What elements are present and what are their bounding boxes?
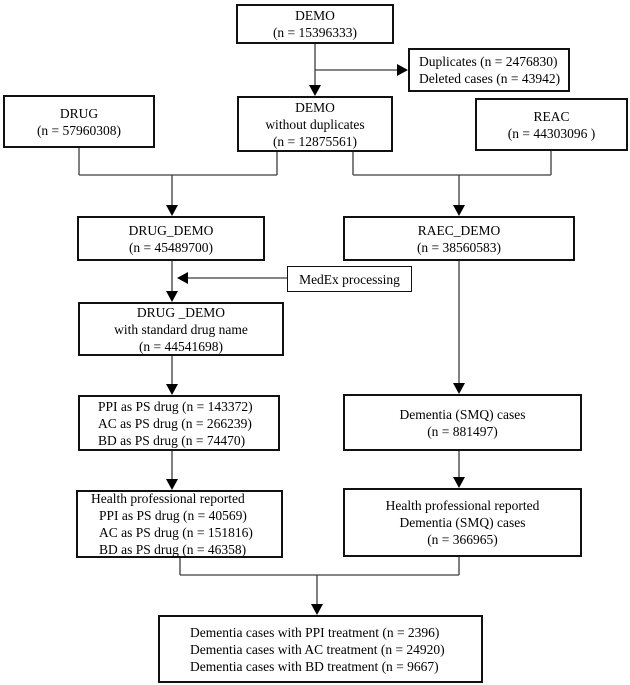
box-drugdemo-line-1: DRUG_DEMO: [128, 222, 214, 238]
box-medex-line-1: MedEx processing: [299, 271, 400, 287]
box-hp-psdrugs-line-3: AC as PS drug (n = 151816): [99, 525, 253, 540]
arrowhead-down-drug-demo: [166, 205, 178, 216]
arrowhead-down-psdrugs: [166, 384, 178, 395]
arrowhead-right-duplicates: [397, 64, 408, 76]
arrowhead-down-raec-demo: [453, 205, 465, 216]
box-reac-line-1: REAC: [533, 108, 570, 124]
box-hp-dementia-smq: [343, 488, 582, 557]
box-dedup-line-1: DEMO: [295, 99, 335, 115]
box-drugdemo-line-2: (n = 45489700): [128, 239, 214, 255]
box-final-treatment-cases: [158, 615, 483, 683]
box-standard-line-3: (n = 44541698): [138, 338, 224, 354]
box-dedup-line-2: without duplicates: [265, 116, 365, 132]
arrowhead-down-dementia: [453, 383, 465, 394]
box-reac: [475, 98, 628, 151]
box-raec-demo: [343, 216, 575, 261]
box-hp-dementia-line-3: (n = 366965): [427, 532, 498, 547]
box-dementia-smq: [343, 394, 582, 451]
box-reac-line-2: (n = 44303096 ): [507, 125, 596, 141]
box-hp-psdrugs-line-2: PPI as PS drug (n = 40569): [99, 508, 247, 523]
box-demo-without-duplicates: [237, 96, 393, 152]
arrowhead-down-standard: [166, 291, 178, 302]
box-final-line-3: Dementia cases with BD treatment (n = 9667): [190, 658, 439, 674]
box-drug-demo: [77, 216, 265, 261]
box-hp-ps-drugs: [76, 490, 283, 558]
box-hp-dementia-line-2: Dementia (SMQ) cases: [399, 515, 526, 530]
box-standard-line-1: DRUG _DEMO: [136, 304, 226, 320]
box-medex-processing: [287, 266, 412, 292]
box-dedup-line-3: (n = 12875561): [272, 133, 358, 149]
box-dementia-line-1: Dementia (SMQ) cases: [399, 406, 526, 422]
arrowhead-down-dedup: [309, 85, 321, 96]
box-demo: [236, 4, 394, 44]
box-duplicates-line-2: Deleted cases (n = 43942): [419, 71, 561, 86]
box-raecdemo-line-1: RAEC_DEMO: [417, 222, 501, 238]
box-drug-line-2: (n = 57960308): [36, 122, 122, 138]
box-ps-drugs: [78, 395, 280, 451]
box-psdrugs-line-3: BD as PS drug (n = 74470): [98, 432, 246, 448]
box-demo-line-1: DEMO: [295, 8, 335, 23]
box-hp-psdrugs-line-4: BD as PS drug (n = 46358): [99, 542, 247, 557]
box-demo-line-2: (n = 15396333): [272, 25, 358, 40]
box-standard-line-2: with standard drug name: [114, 321, 248, 337]
box-final-line-1: Dementia cases with PPI treatment (n = 2396): [190, 624, 440, 640]
box-raecdemo-line-2: (n = 38560583): [416, 239, 502, 255]
arrowhead-left-medex: [177, 272, 188, 284]
arrowhead-down-hp-dementia: [453, 477, 465, 488]
box-hp-psdrugs-line-1: Health professional reported: [91, 491, 245, 506]
arrowhead-down-hp-psdrugs: [166, 479, 178, 490]
box-drug-demo-standard: [78, 302, 284, 356]
box-duplicates-line-1: Duplicates (n = 2476830): [419, 54, 558, 69]
box-hp-dementia-line-1: Health professional reported: [385, 498, 540, 513]
box-dementia-line-2: (n = 881497): [427, 423, 498, 439]
box-psdrugs-line-1: PPI as PS drug (n = 143372): [98, 398, 253, 414]
box-duplicates: [408, 48, 570, 92]
arrowhead-down-final: [311, 604, 323, 615]
box-final-line-2: Dementia cases with AC treatment (n = 24920): [190, 641, 445, 657]
box-drug: [3, 95, 155, 148]
box-drug-line-1: DRUG: [59, 105, 99, 121]
box-psdrugs-line-2: AC as PS drug (n = 266239): [98, 415, 252, 431]
